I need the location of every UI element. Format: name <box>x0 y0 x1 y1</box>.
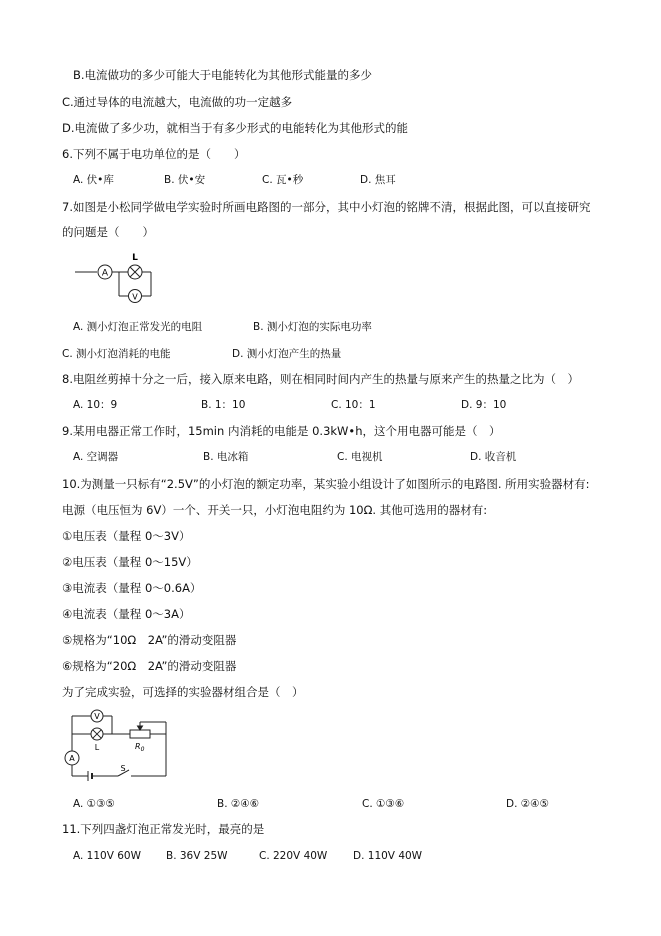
q9-option-a: A. 空调器 <box>73 451 119 463</box>
q8-stem: 8.电阻丝剪掉十分之一后，接入原来电路，则在相同时间内产生的热量与原来产生的热量之比为（ ） <box>62 372 579 386</box>
q10-switch-label: S <box>120 764 126 773</box>
q5-option-b: B.电流做功的多少可能大于电能转化为其他形式能量的多少 <box>73 68 373 82</box>
q10-ammeter-label: A <box>69 754 75 763</box>
q7-option-b: B. 测小灯泡的实际电功率 <box>253 321 372 333</box>
q11-option-b: B. 36V 25W <box>166 850 228 862</box>
q10-circuit-diagram <box>62 706 174 782</box>
q8-option-b: B. 1：10 <box>201 399 246 411</box>
q6-option-b: B. 伏•安 <box>164 174 206 186</box>
q10-lamp-label: L <box>94 743 100 752</box>
q11-option-c: C. 220V 40W <box>259 850 328 862</box>
q7-stem-line2: 的问题是（ ） <box>62 225 154 239</box>
q10-item-6: ⑥规格为“20Ω 2A”的滑动变阻器 <box>62 659 237 673</box>
q7-ammeter-label: A <box>101 268 109 279</box>
q6-stem: 6.下列不属于电功单位的是（ ） <box>62 147 246 161</box>
q6-option-a: A. 伏•库 <box>73 174 114 186</box>
q7-option-d: D. 测小灯泡产生的热量 <box>232 348 342 360</box>
q10-option-c: C. ①③⑥ <box>362 798 405 810</box>
q5-option-c: C.通过导体的电流越大，电流做的功一定越多 <box>62 95 293 109</box>
q6-option-d: D. 焦耳 <box>360 174 396 186</box>
q8-option-c: C. 10：1 <box>331 399 376 411</box>
q10-item-1: ①电压表（量程 0～3V） <box>62 529 191 543</box>
q11-stem: 11.下列四盏灯泡正常发光时，最亮的是 <box>62 822 265 836</box>
q10-item-5: ⑤规格为“10Ω 2A”的滑动变阻器 <box>62 633 237 647</box>
q8-option-a: A. 10：9 <box>73 399 118 411</box>
q8-option-d: D. 9：10 <box>461 399 507 411</box>
q9-option-b: B. 电冰箱 <box>203 451 249 463</box>
q10-question: 为了完成实验，可选择的实验器材组合是（ ） <box>62 685 304 699</box>
q7-option-c: C. 测小灯泡消耗的电能 <box>62 348 171 360</box>
q10-item-3: ③电流表（量程 0～0.6A） <box>62 581 202 595</box>
q7-circuit-diagram <box>75 252 165 304</box>
q10-option-d: D. ②④⑤ <box>506 798 549 810</box>
q9-option-c: C. 电视机 <box>337 451 383 463</box>
q5-option-d: D.电流做了多少功，就相当于有多少形式的电能转化为其他形式的能 <box>62 121 409 135</box>
q11-option-a: A. 110V 60W <box>73 850 141 862</box>
q10-item-2: ②电压表（量程 0～15V） <box>62 555 198 569</box>
q11-option-d: D. 110V 40W <box>353 850 423 862</box>
q10-item-4: ④电流表（量程 0～3A） <box>62 607 191 621</box>
q7-voltmeter-label: V <box>132 292 138 302</box>
q7-stem-line1: 7.如图是小松同学做电学实验时所画电路图的一部分，其中小灯泡的铭牌不清，根据此图，可以直接研究 <box>62 200 591 214</box>
q7-option-a: A. 测小灯泡正常发光的电阻 <box>73 321 203 333</box>
q9-stem: 9.某用电器正常工作时，15min 内消耗的电能是 0.3kW•h，这个用电器可能是（ ） <box>62 424 501 438</box>
q10-stem-line1: 10.为测量一只标有“2.5V”的小灯泡的额定功率，某实验小组设计了如图所示的电路图. 所用实验器材有: <box>62 477 590 491</box>
q10-stem-line2: 电源（电压恒为 6V）一个、开关一只，小灯泡电阻约为 10Ω. 其他可选用的器材有: <box>62 503 488 517</box>
q10-option-b: B. ②④⑥ <box>217 798 260 810</box>
q7-lamp-label: L <box>132 253 138 263</box>
q10-option-a: A. ①③⑤ <box>73 798 115 810</box>
q10-rheostat-label: $R_0$ <box>135 742 145 753</box>
q9-option-d: D. 收音机 <box>470 451 517 463</box>
q10-voltmeter-label: V <box>94 712 100 721</box>
q6-option-c: C. 瓦•秒 <box>262 174 304 186</box>
